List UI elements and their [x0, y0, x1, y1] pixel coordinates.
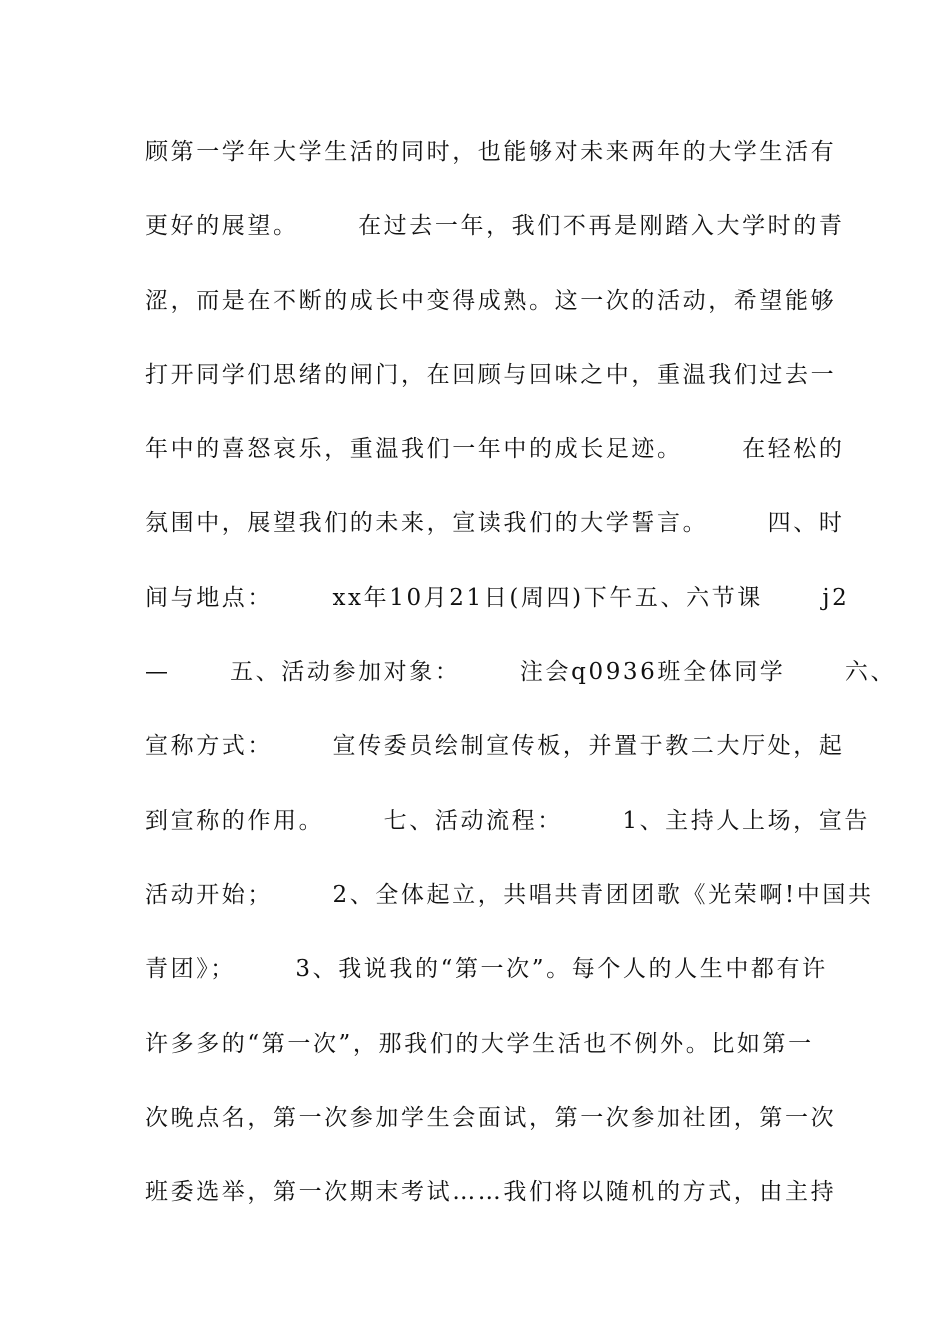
- text-line: 青团》； 3、我说我的“第一次”。每个人的人生中都有许: [145, 956, 828, 983]
- text-line: 打开同学们思绪的闸门，在回顾与回味之中，重温我们过去一: [145, 361, 837, 388]
- text-line: 许多多的“第一次”，那我们的大学生活也不例外。比如第一: [145, 1030, 814, 1057]
- text-line: 更好的展望。 在过去一年，我们不再是刚踏入大学时的青: [145, 213, 845, 240]
- text-line: 氛围中，展望我们的未来，宣读我们的大学誓言。 四、时: [145, 510, 845, 537]
- text-line: 涩，而是在不断的成长中变得成熟。这一次的活动，希望能够: [145, 287, 837, 314]
- text-line: 年中的喜怒哀乐，重温我们一年中的成长足迹。 在轻松的: [145, 436, 845, 463]
- text-line: — 五、活动参加对象： 注会q0936班全体同学 六、: [145, 659, 897, 686]
- text-line: 间与地点： xx年10月21日(周四)下午五、六节课 j2: [145, 584, 850, 611]
- text-line: 班委选举，第一次期末考试……我们将以随机的方式，由主持: [145, 1179, 837, 1206]
- text-line: 次晚点名，第一次参加学生会面试，第一次参加社团，第一次: [145, 1104, 837, 1131]
- text-line: 顾第一学年大学生活的同时，也能够对未来两年的大学生活有: [145, 139, 837, 165]
- body-text: [145, 128, 897, 1242]
- text-line: 到宣称的作用。 七、活动流程： 1、主持人上场，宣告: [145, 807, 870, 834]
- text-line: 宣称方式： 宣传委员绘制宣传板，并置于教二大厅处，起: [145, 733, 845, 760]
- text-line: 活动开始； 2、全体起立，共唱共青团团歌《光荣啊!中国共: [145, 881, 874, 908]
